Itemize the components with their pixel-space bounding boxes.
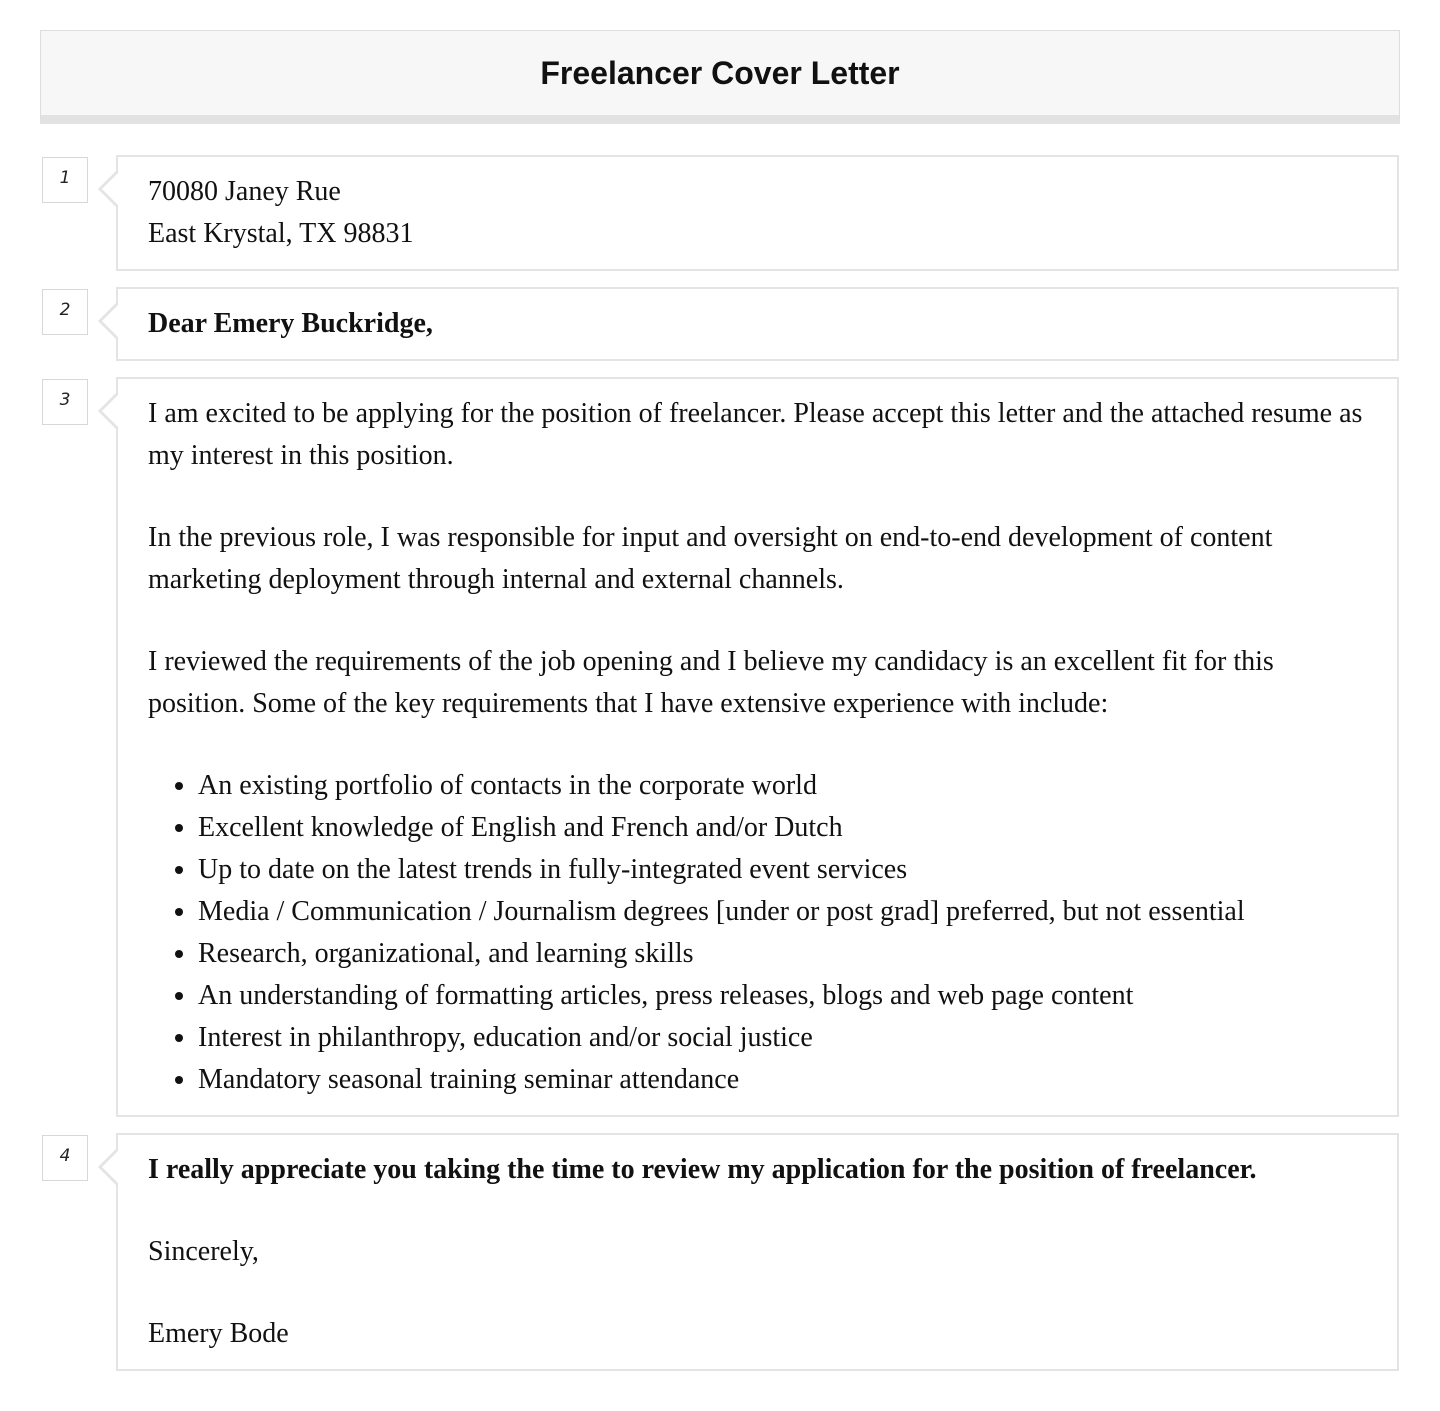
closing-appreciation: I really appreciate you taking the time to review my application for the position of freelancer. (148, 1154, 1257, 1185)
section-number-3: 3 (42, 379, 88, 425)
requirement-item: • Media / Communication / Journalism degrees [under or post grad] preferred, but not essential (198, 891, 1367, 933)
body-section (116, 377, 1399, 1117)
requirement-item: • Interest in philanthropy, education and/or social justice (198, 1017, 1367, 1059)
section-number-4: 4 (42, 1135, 88, 1181)
address-section (116, 155, 1399, 271)
closing-section (116, 1133, 1399, 1371)
section-number-1: 1 (42, 157, 88, 203)
document-title: Freelancer Cover Letter (540, 54, 900, 91)
salutation: Dear Emery Buckridge, (148, 308, 433, 339)
section-number-2: 2 (42, 289, 88, 335)
body-paragraph-3: I reviewed the requirements of the job opening and I believe my candidacy is an excellent fit for this position. Some of the key requirements that I have extensive experience with include: (148, 646, 1274, 719)
requirement-item: • An understanding of formatting articles, press releases, blogs and web page content (198, 975, 1367, 1017)
requirement-item: • Mandatory seasonal training seminar attendance (198, 1059, 1367, 1101)
salutation-section (116, 287, 1399, 361)
address-line-1: 70080 Janey Rue (148, 176, 341, 207)
requirement-item: • Research, organizational, and learning skills (198, 933, 1367, 975)
signature-name: Emery Bode (148, 1318, 289, 1349)
requirement-item: • Up to date on the latest trends in fully-integrated event services (198, 849, 1367, 891)
requirement-item: • An existing portfolio of contacts in the corporate world (198, 765, 1367, 807)
body-paragraph-2: In the previous role, I was responsible for input and oversight on end-to-end development of content marketing deployment through internal and external channels. (148, 522, 1273, 595)
requirements-list (148, 765, 1367, 1101)
body-paragraph-1: I am excited to be applying for the position of freelancer. Please accept this letter and the attached resume as my interest in this position. (148, 398, 1363, 471)
address-line-2: East Krystal, TX 98831 (148, 218, 414, 249)
document-header (40, 30, 1400, 124)
requirement-item: • Excellent knowledge of English and French and/or Dutch (198, 807, 1367, 849)
closing-signoff: Sincerely, (148, 1236, 259, 1267)
